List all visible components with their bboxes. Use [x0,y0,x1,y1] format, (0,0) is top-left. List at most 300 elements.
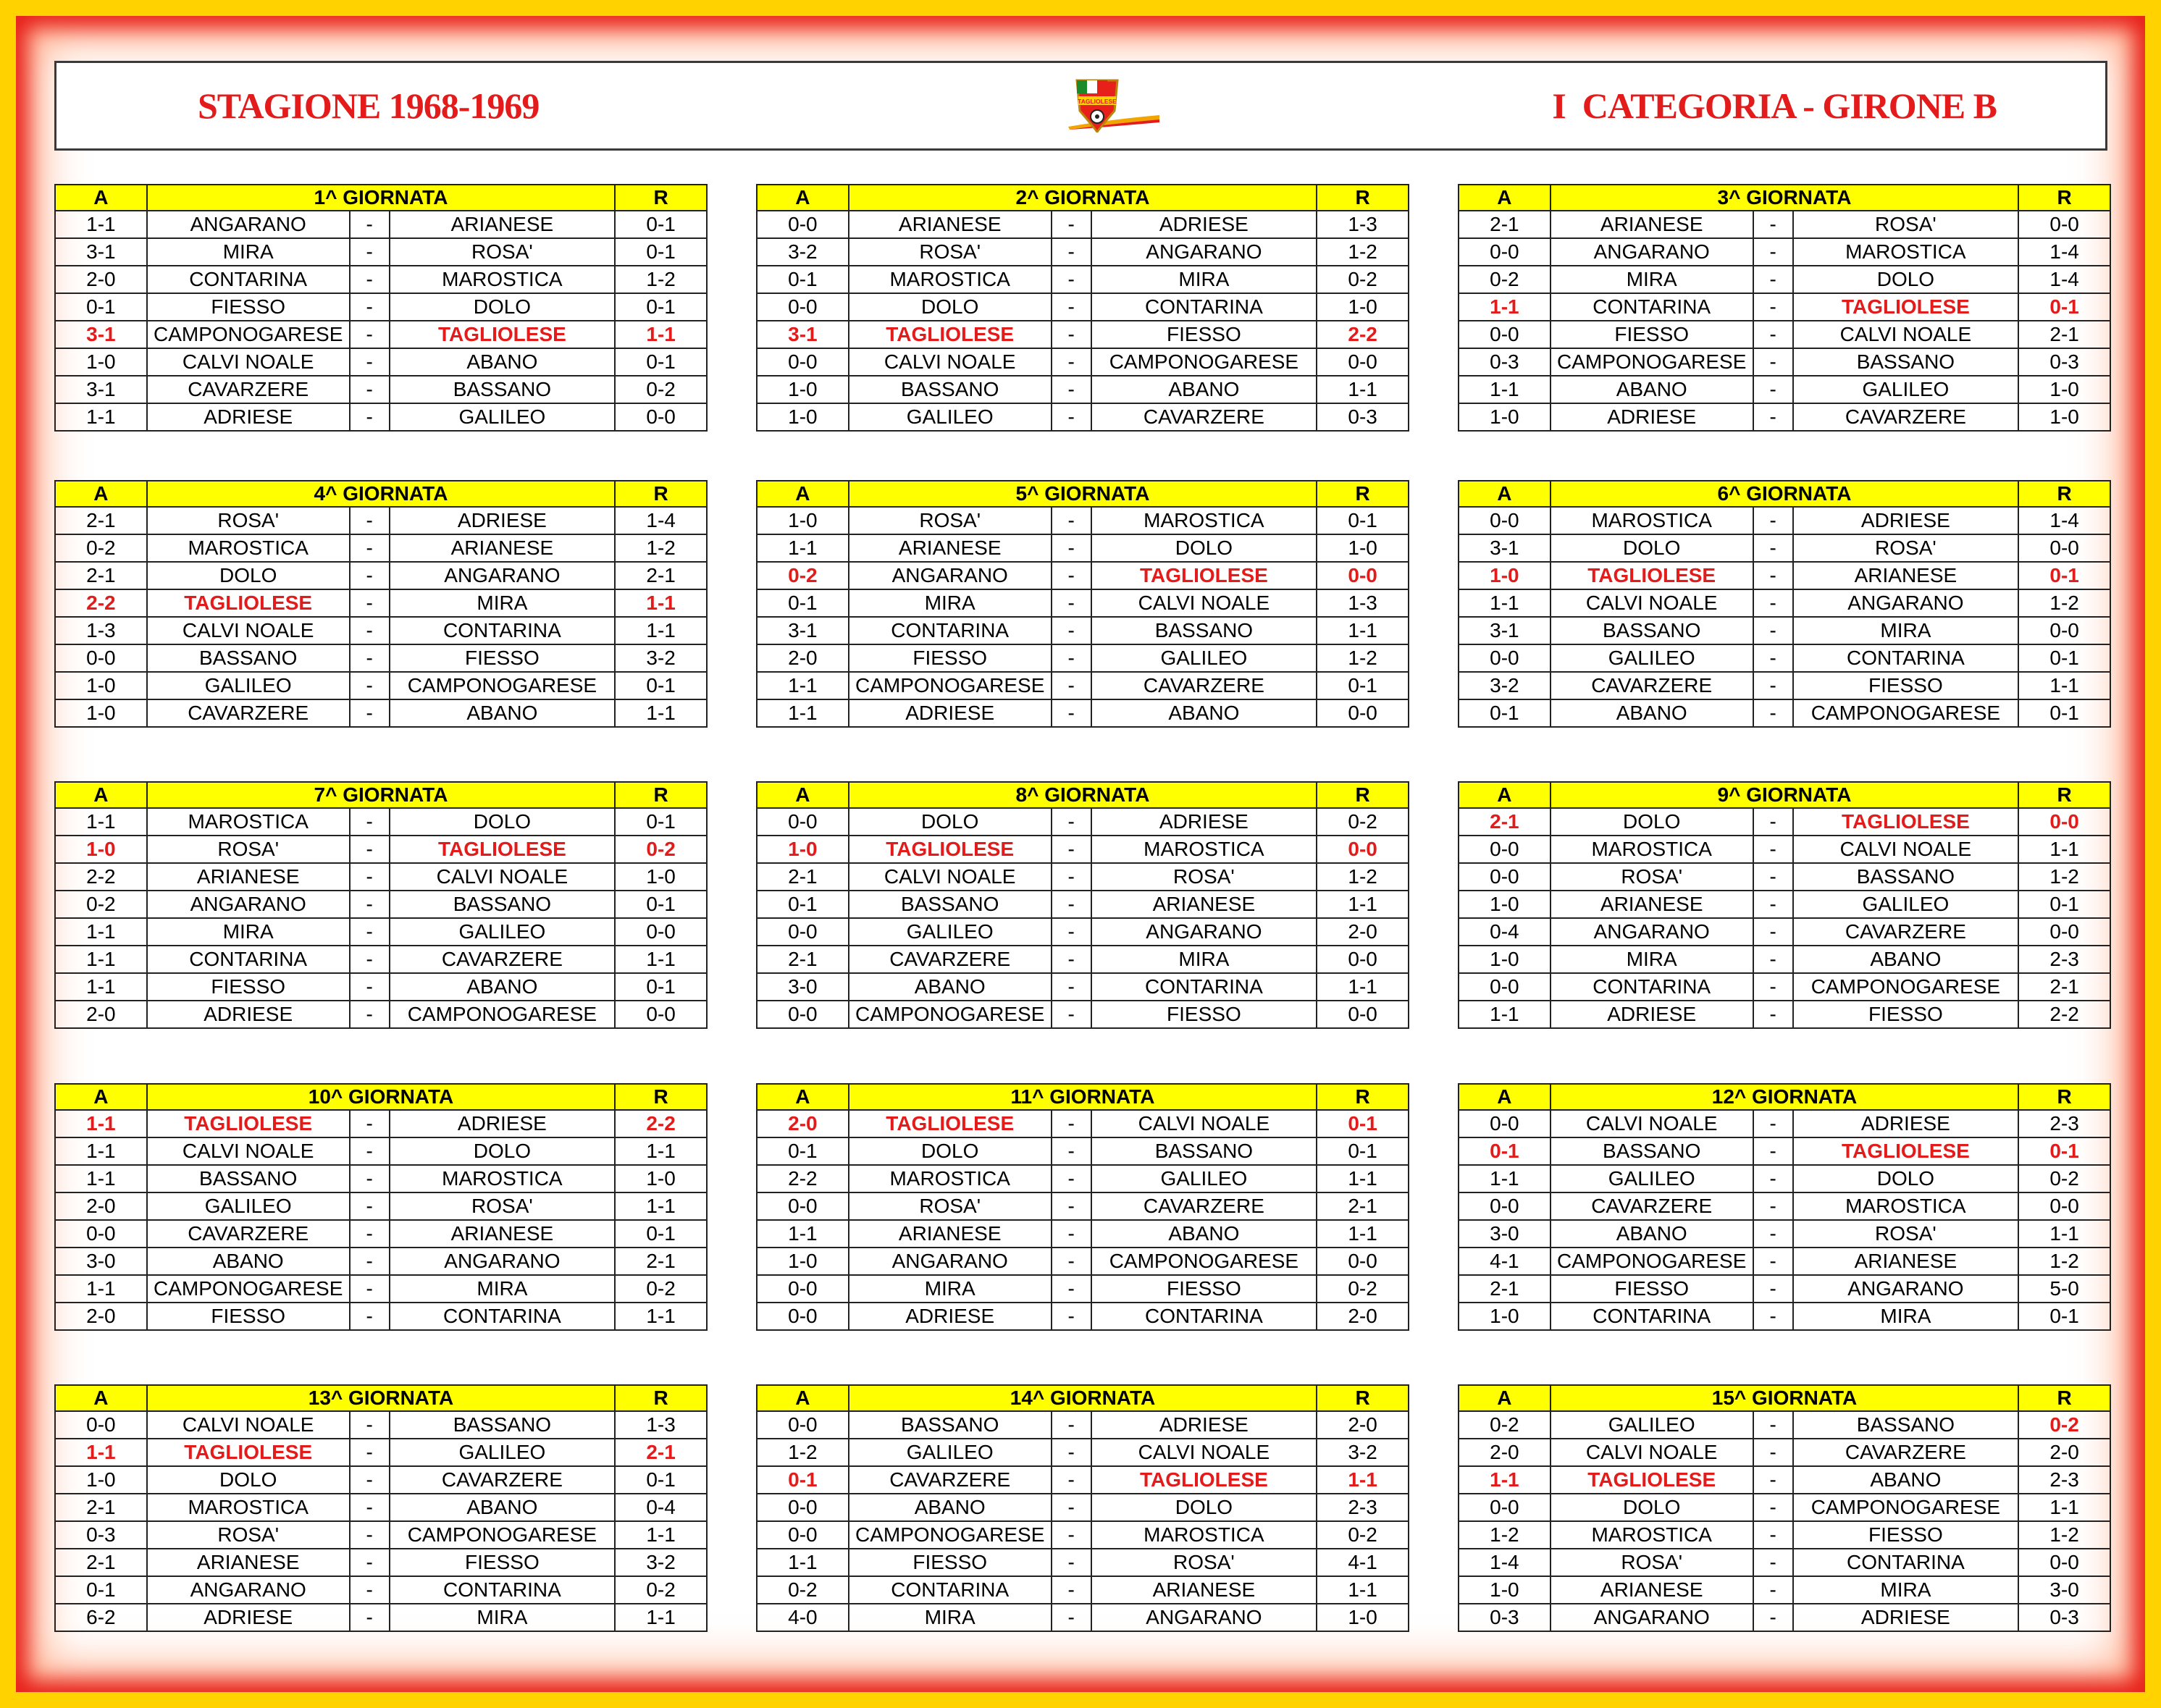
match-row [55,863,707,891]
away-team: CAVARZERE [1091,672,1317,699]
home-team: BASSANO [849,376,1052,403]
ritorno-score: 1-1 [615,617,707,644]
match-separator: - [1052,1248,1091,1275]
home-team: MAROSTICA [1551,836,1753,863]
ritorno-score: 1-0 [2018,403,2110,431]
match-separator: - [1753,973,1793,1001]
match-separator: - [350,403,390,431]
match-separator: - [1052,1275,1091,1303]
andata-score: 1-3 [55,617,147,644]
away-team: CALVI NOALE [1091,1110,1317,1137]
andata-score: 1-1 [55,973,147,1001]
home-team: GALILEO [1551,1165,1753,1192]
home-team: ARIANESE [1551,891,1753,918]
match-row [757,507,1409,534]
match-separator: - [1753,1604,1793,1631]
away-team: CONTARINA [390,617,616,644]
andata-score: 2-0 [757,1110,849,1137]
home-team: CONTARINA [1551,1303,1753,1330]
ritorno-header: R [2018,782,2110,808]
match-row [1459,211,2110,238]
home-team: FIESSO [147,1303,350,1330]
ritorno-score: 0-1 [2018,293,2110,321]
match-row [757,562,1409,589]
away-team: TAGLIOLESE [1091,562,1317,589]
home-team: ABANO [849,973,1052,1001]
round-header-row [1459,1084,2110,1110]
match-row [1459,836,2110,863]
away-team: FIESSO [1793,1001,2019,1028]
away-team: ROSA' [1793,1220,2019,1248]
match-separator: - [1753,1248,1793,1275]
ritorno-score: 2-3 [2018,1110,2110,1137]
match-separator: - [1052,403,1091,431]
round-table [1458,184,2111,432]
page-header [54,61,2107,151]
andata-score: 3-1 [55,321,147,348]
ritorno-header: R [615,481,707,507]
match-row [55,1165,707,1192]
home-team: CONTARINA [849,1576,1052,1604]
match-separator: - [350,1220,390,1248]
home-team: GALILEO [849,918,1052,946]
andata-score: 2-2 [757,1165,849,1192]
ritorno-score: 0-1 [615,973,707,1001]
round-table [756,1083,1409,1331]
andata-score: 2-2 [55,589,147,617]
match-separator: - [1052,211,1091,238]
away-team: FIESSO [390,644,616,672]
ritorno-score: 3-0 [2018,1576,2110,1604]
home-team: ADRIESE [147,1604,350,1631]
match-separator: - [350,376,390,403]
match-separator: - [1052,1303,1091,1330]
match-separator: - [350,973,390,1001]
match-separator: - [1052,918,1091,946]
ritorno-score: 1-1 [615,1604,707,1631]
home-team: DOLO [147,562,350,589]
away-team: ROSA' [390,238,616,266]
match-separator: - [1052,348,1091,376]
home-team: MAROSTICA [147,1494,350,1521]
ritorno-score: 0-1 [615,238,707,266]
match-row [757,699,1409,727]
match-separator: - [350,1303,390,1330]
match-row [757,1521,1409,1549]
match-row [757,1137,1409,1165]
home-team: BASSANO [147,1165,350,1192]
ritorno-score: 0-1 [2018,891,2110,918]
ritorno-score: 0-1 [2018,562,2110,589]
away-team: FIESSO [1091,321,1317,348]
andata-score: 1-1 [55,808,147,836]
home-team: ROSA' [147,1521,350,1549]
home-team: DOLO [849,1137,1052,1165]
andata-score: 0-0 [757,1192,849,1220]
home-team: GALILEO [849,403,1052,431]
ritorno-score: 1-2 [2018,1521,2110,1549]
away-team: ROSA' [1793,534,2019,562]
ritorno-score: 0-1 [615,1220,707,1248]
away-team: MIRA [1793,1576,2019,1604]
match-row [1459,1494,2110,1521]
andata-score: 0-4 [1459,918,1551,946]
ritorno-score: 1-4 [2018,238,2110,266]
andata-score: 1-2 [757,1439,849,1466]
match-separator: - [1052,507,1091,534]
match-separator: - [1052,1192,1091,1220]
away-team: DOLO [390,293,616,321]
andata-score: 1-1 [757,534,849,562]
away-team: ABANO [1793,1466,2019,1494]
away-team: ABANO [1091,1220,1317,1248]
home-team: CAVARZERE [147,376,350,403]
andata-score: 1-1 [55,918,147,946]
match-separator: - [1753,1494,1793,1521]
home-team: GALILEO [147,672,350,699]
ritorno-score: 0-2 [2018,1411,2110,1439]
home-team: ROSA' [849,238,1052,266]
away-team: MAROSTICA [390,1165,616,1192]
round-header-row [55,481,707,507]
andata-score: 0-1 [1459,1137,1551,1165]
ritorno-score: 0-0 [615,1001,707,1028]
ritorno-score: 0-0 [615,403,707,431]
round-title: 4^ GIORNATA [147,481,615,507]
match-separator: - [350,836,390,863]
match-row [757,1604,1409,1631]
match-row [1459,562,2110,589]
match-separator: - [1052,1521,1091,1549]
ritorno-header: R [615,185,707,211]
match-separator: - [1052,266,1091,293]
match-separator: - [1753,1165,1793,1192]
match-separator: - [350,348,390,376]
home-team: CAVARZERE [1551,672,1753,699]
match-row [55,699,707,727]
match-row [757,1494,1409,1521]
match-separator: - [1753,403,1793,431]
ritorno-score: 3-2 [1317,1439,1409,1466]
home-team: ANGARANO [1551,918,1753,946]
away-team: TAGLIOLESE [1793,808,2019,836]
round-title: 5^ GIORNATA [849,481,1317,507]
match-row [757,1576,1409,1604]
ritorno-score: 1-1 [615,1192,707,1220]
home-team: ADRIESE [849,699,1052,727]
match-row [757,1303,1409,1330]
ritorno-score: 0-0 [1317,562,1409,589]
club-logo-icon [1067,75,1128,135]
andata-score: 1-1 [757,672,849,699]
match-row [1459,1303,2110,1330]
andata-header: A [1459,481,1551,507]
match-row [1459,1137,2110,1165]
home-team: BASSANO [849,1411,1052,1439]
andata-score: 0-1 [757,891,849,918]
ritorno-score: 4-1 [1317,1549,1409,1576]
match-separator: - [350,1604,390,1631]
match-separator: - [350,266,390,293]
away-team: MIRA [1091,946,1317,973]
ritorno-score: 1-3 [1317,211,1409,238]
andata-score: 1-1 [1459,589,1551,617]
home-team: FIESSO [849,644,1052,672]
andata-score: 0-0 [1459,238,1551,266]
match-separator: - [350,644,390,672]
andata-score: 0-0 [757,1001,849,1028]
match-separator: - [1052,1576,1091,1604]
away-team: GALILEO [390,403,616,431]
home-team: MAROSTICA [1551,507,1753,534]
match-separator: - [1052,617,1091,644]
match-separator: - [350,1165,390,1192]
away-team: CAVARZERE [1091,1192,1317,1220]
ritorno-score: 1-0 [1317,1604,1409,1631]
home-team: ADRIESE [1551,1001,1753,1028]
match-row [1459,1275,2110,1303]
match-row [55,1576,707,1604]
andata-score: 1-1 [55,1439,147,1466]
match-row [1459,1549,2110,1576]
home-team: ADRIESE [147,403,350,431]
andata-score: 1-1 [1459,293,1551,321]
match-separator: - [350,699,390,727]
home-team: MAROSTICA [1551,1521,1753,1549]
match-separator: - [350,1576,390,1604]
home-team: CALVI NOALE [147,348,350,376]
away-team: CONTARINA [1091,1303,1317,1330]
match-row [1459,1576,2110,1604]
match-row [757,672,1409,699]
ritorno-score: 1-2 [1317,863,1409,891]
away-team: ANGARANO [1091,238,1317,266]
ritorno-score: 1-2 [615,266,707,293]
home-team: FIESSO [1551,1275,1753,1303]
match-separator: - [1052,1439,1091,1466]
andata-score: 0-0 [1459,321,1551,348]
match-row [1459,699,2110,727]
andata-score: 0-1 [757,589,849,617]
round-header-row [757,1385,1409,1411]
match-separator: - [1052,1466,1091,1494]
andata-score: 1-0 [757,403,849,431]
ritorno-score: 1-3 [1317,589,1409,617]
ritorno-score: 1-1 [1317,1220,1409,1248]
match-row [1459,293,2110,321]
away-team: CAMPONOGARESE [1793,699,2019,727]
andata-score: 0-0 [1459,973,1551,1001]
home-team: CONTARINA [849,617,1052,644]
away-team: ABANO [390,348,616,376]
match-row [1459,534,2110,562]
match-separator: - [1753,1576,1793,1604]
ritorno-header: R [2018,1385,2110,1411]
andata-score: 3-1 [757,617,849,644]
round-header-row [55,782,707,808]
andata-score: 0-3 [1459,348,1551,376]
home-team: BASSANO [147,644,350,672]
home-team: CALVI NOALE [1551,589,1753,617]
andata-score: 2-0 [55,1001,147,1028]
home-team: CAMPONOGARESE [1551,348,1753,376]
andata-score: 0-0 [1459,1110,1551,1137]
match-separator: - [350,1521,390,1549]
round-title: 8^ GIORNATA [849,782,1317,808]
ritorno-score: 2-0 [2018,1439,2110,1466]
ritorno-score: 1-1 [615,1137,707,1165]
ritorno-score: 0-1 [2018,644,2110,672]
match-row [757,1248,1409,1275]
home-team: ADRIESE [1551,403,1753,431]
away-team: TAGLIOLESE [1091,1466,1317,1494]
andata-header: A [55,1385,147,1411]
ritorno-header: R [2018,481,2110,507]
andata-score: 2-1 [55,1549,147,1576]
match-row [757,1411,1409,1439]
andata-score: 2-1 [55,507,147,534]
andata-score: 0-0 [757,211,849,238]
ritorno-score: 0-1 [1317,1110,1409,1137]
away-team: MAROSTICA [390,266,616,293]
match-separator: - [1753,376,1793,403]
round-title: 3^ GIORNATA [1551,185,2018,211]
away-team: MAROSTICA [1793,238,2019,266]
match-separator: - [1753,1439,1793,1466]
ritorno-score: 0-2 [1317,266,1409,293]
away-team: CONTARINA [390,1303,616,1330]
match-separator: - [1753,946,1793,973]
home-team: DOLO [849,293,1052,321]
home-team: MAROSTICA [147,808,350,836]
match-separator: - [1052,808,1091,836]
match-row [757,973,1409,1001]
home-team: CALVI NOALE [849,348,1052,376]
andata-score: 3-1 [1459,534,1551,562]
ritorno-score: 0-1 [615,808,707,836]
andata-score: 2-1 [55,1494,147,1521]
away-team: DOLO [1793,266,2019,293]
andata-header: A [1459,185,1551,211]
away-team: BASSANO [1091,1137,1317,1165]
match-separator: - [1753,1137,1793,1165]
home-team: MAROSTICA [849,266,1052,293]
ritorno-score: 1-1 [2018,1494,2110,1521]
ritorno-score: 1-1 [1317,1165,1409,1192]
ritorno-score: 1-0 [1317,534,1409,562]
match-separator: - [350,808,390,836]
andata-score: 2-0 [55,266,147,293]
home-team: CAMPONOGARESE [849,1001,1052,1028]
ritorno-score: 1-3 [615,1411,707,1439]
away-team: MIRA [390,1604,616,1631]
home-team: CAMPONOGARESE [1551,1248,1753,1275]
away-team: MAROSTICA [1091,507,1317,534]
match-separator: - [350,1137,390,1165]
andata-score: 1-0 [1459,1303,1551,1330]
match-separator: - [350,589,390,617]
ritorno-score: 2-1 [615,1248,707,1275]
home-team: MIRA [849,1275,1052,1303]
home-team: ANGARANO [1551,1604,1753,1631]
away-team: MAROSTICA [1793,1192,2019,1220]
season-title: STAGIONE 1968-1969 [198,85,540,126]
andata-score: 1-2 [1459,1521,1551,1549]
match-row [757,1466,1409,1494]
match-row [55,211,707,238]
match-separator: - [350,293,390,321]
category-title: I CATEGORIA - GIRONE B [1552,85,1997,126]
ritorno-header: R [615,1385,707,1411]
match-separator: - [1052,699,1091,727]
match-row [1459,266,2110,293]
away-team: MIRA [1793,617,2019,644]
match-row [757,644,1409,672]
ritorno-score: 0-2 [615,376,707,403]
away-team: CAMPONOGARESE [1091,1248,1317,1275]
match-row [1459,1220,2110,1248]
club-logo-text: TAGLIOLESE [1078,98,1117,105]
match-row [55,644,707,672]
away-team: MIRA [390,1275,616,1303]
match-row [55,617,707,644]
match-row [757,321,1409,348]
away-team: ADRIESE [390,1110,616,1137]
home-team: ARIANESE [147,863,350,891]
andata-score: 1-0 [55,699,147,727]
home-team: CAVARZERE [1551,1192,1753,1220]
match-separator: - [1052,1165,1091,1192]
match-separator: - [1753,1192,1793,1220]
match-row [757,1220,1409,1248]
match-separator: - [1753,1521,1793,1549]
andata-score: 3-0 [1459,1220,1551,1248]
home-team: DOLO [849,808,1052,836]
match-row [55,293,707,321]
match-separator: - [1052,891,1091,918]
round-header-row [757,1084,1409,1110]
home-team: GALILEO [849,1439,1052,1466]
away-team: FIESSO [1091,1001,1317,1028]
andata-score: 1-1 [55,1137,147,1165]
match-row [757,918,1409,946]
match-separator: - [1753,1001,1793,1028]
home-team: ADRIESE [147,1001,350,1028]
andata-score: 3-2 [757,238,849,266]
away-team: ANGARANO [1091,1604,1317,1631]
ritorno-score: 1-1 [1317,617,1409,644]
home-team: TAGLIOLESE [1551,562,1753,589]
match-separator: - [1753,321,1793,348]
round-title: 1^ GIORNATA [147,185,615,211]
match-row [757,1549,1409,1576]
ritorno-score: 2-2 [1317,321,1409,348]
match-row [757,376,1409,403]
match-row [55,1001,707,1028]
andata-header: A [1459,782,1551,808]
round-table [756,480,1409,728]
home-team: TAGLIOLESE [147,1439,350,1466]
away-team: ADRIESE [1091,211,1317,238]
match-row [757,293,1409,321]
andata-score: 0-3 [55,1521,147,1549]
andata-header: A [757,1385,849,1411]
match-separator: - [1052,1137,1091,1165]
ritorno-score: 0-0 [1317,1001,1409,1028]
match-separator: - [1753,211,1793,238]
match-row [1459,672,2110,699]
away-team: ABANO [1091,376,1317,403]
